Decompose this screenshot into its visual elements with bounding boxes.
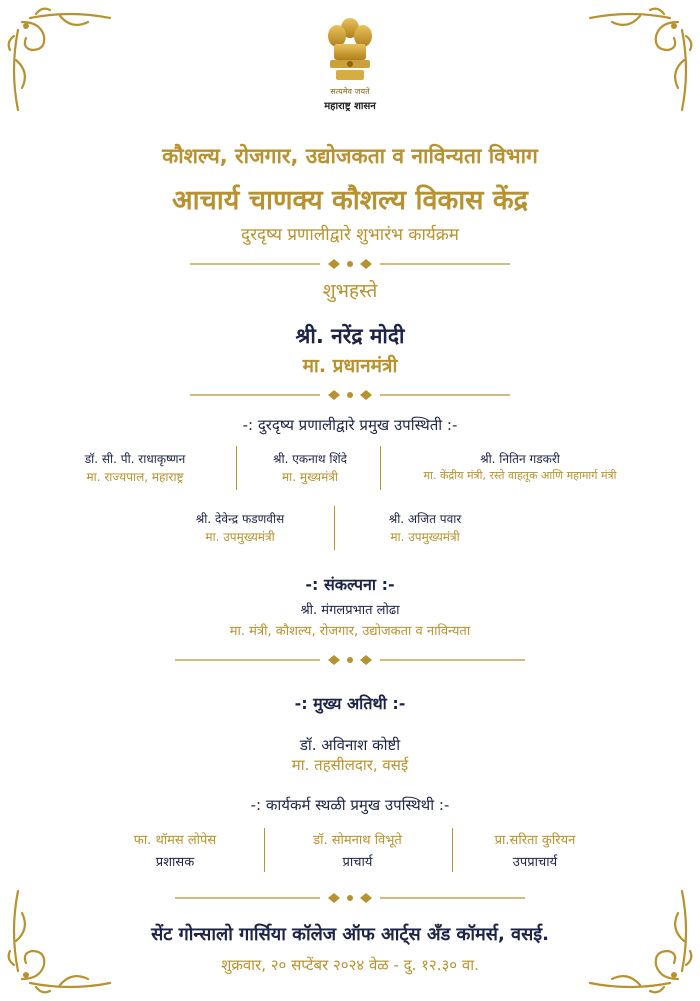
chief-guest-heading: -: मुख्य अतिथी :-: [294, 694, 406, 713]
inaugurator-title: मा. प्रधानमंत्री: [302, 355, 398, 377]
host-name: प्रा.सरिता कुरियन: [494, 833, 576, 848]
venue-presence-heading: -: कार्यकर्म स्थळी प्रमुख उपस्थिथी :-: [250, 796, 450, 814]
chief-guest-name: डॉ. अविनाश कोष्टी: [299, 736, 401, 754]
column-separator: [452, 828, 453, 872]
guest-title: मा. केंद्रीय मंत्री, रस्ते वाहतूक आणि महामार्ग मंत्री: [423, 469, 617, 482]
guest-name: श्री. अजित पवार: [388, 512, 462, 526]
inaugurator-name: श्री. नरेंद्र मोदी: [295, 324, 405, 348]
guest-title: मा. उपमुख्यमंत्री: [205, 530, 275, 544]
guest-title: मा. उपमुख्यमंत्री: [390, 530, 460, 544]
column-separator: [380, 446, 381, 490]
column-separator: [264, 828, 265, 872]
concept-title: मा. मंत्री, कौशल्य, रोजगार, उद्योजकता व नाविन्यता: [229, 624, 471, 639]
guest-name: डॉ. सी. पी. राधाकृष्णन: [84, 452, 186, 466]
ornamental-divider-icon: [190, 256, 510, 272]
ornamental-divider-icon: [175, 890, 525, 906]
event-datetime: शुक्रवार, २० सप्टेंबर २०२४ वेळ - दु. १२.३० वा.: [221, 956, 479, 974]
emblem-state-name: महाराष्ट्र शासन: [324, 101, 376, 112]
column-separator: [334, 506, 335, 550]
host-title: प्राचार्य: [342, 855, 373, 870]
event-subtitle: दुरदृष्य प्रणालीद्वारे शुभारंभ कार्यक्रम: [241, 225, 459, 245]
ornamental-divider-icon: [190, 387, 510, 403]
guest-name: श्री. देवेन्द्र फडणवीस: [195, 512, 285, 526]
inauguration-label: शुभहस्ते: [322, 280, 378, 302]
remote-presence-heading: -: दुरदृष्य प्रणालीद्वारे प्रमुख उपस्थिती :-: [242, 416, 458, 434]
ornamental-divider-icon: [175, 652, 525, 668]
venue-name: सेंट गोन्सालो गार्सिया कॉलेज ऑफ आर्ट्स अँड कॉमर्स, वसई.: [151, 924, 549, 945]
guest-name: श्री. नितिन गडकरी: [480, 452, 560, 466]
column-separator: [236, 446, 237, 490]
host-title: प्रशासक: [155, 855, 195, 870]
department-title: कौशल्य, रोजगार, उद्योजकता व नाविन्यता विभाग: [162, 144, 538, 168]
concept-heading: -: संकल्पना :-: [305, 575, 395, 594]
guest-title: मा. मुख्यमंत्री: [282, 470, 338, 484]
state-emblem-icon: [322, 14, 378, 84]
host-name: फा. थॉमस लोपेस: [133, 833, 217, 848]
concept-name: श्री. मंगलप्रभात लोढा: [300, 603, 400, 618]
guest-name: श्री. एकनाथ शिंदे: [273, 452, 347, 466]
emblem-motto: सत्यमेव जयते: [330, 87, 370, 96]
chief-guest-title: मा. तहसीलदार, वसई: [291, 756, 409, 774]
guest-title: मा. राज्यपाल, महाराष्ट्र: [86, 470, 184, 484]
host-name: डॉ. सोमनाथ विभूते: [313, 833, 402, 848]
center-name-title: आचार्य चाणक्य कौशल्य विकास केंद्र: [172, 185, 528, 216]
host-title: उपप्राचार्य: [512, 855, 558, 870]
